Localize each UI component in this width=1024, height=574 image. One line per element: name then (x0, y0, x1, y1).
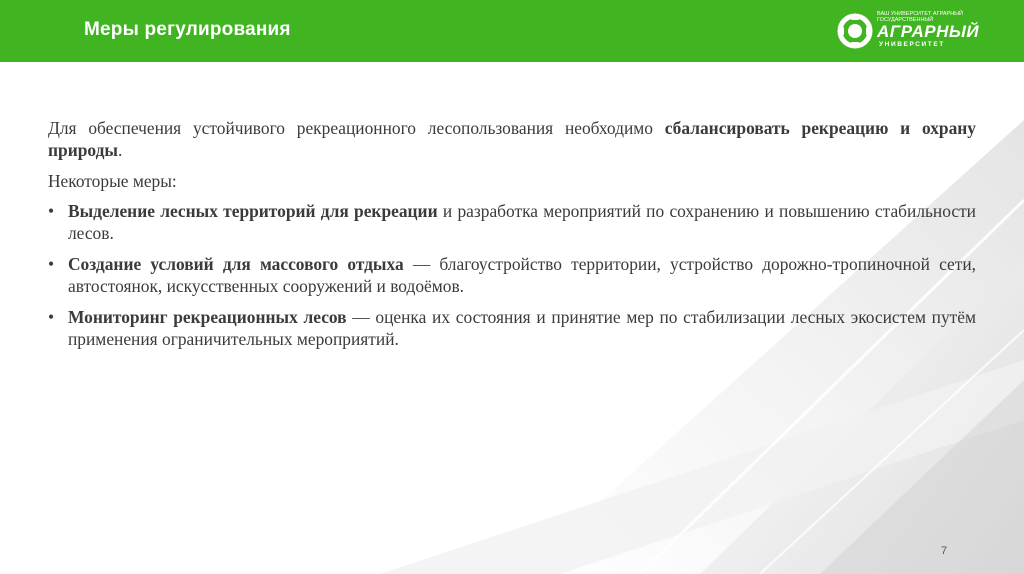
measure-title: Создание условий для массового отдыха (68, 254, 404, 274)
list-item (48, 253, 976, 297)
bullet-icon: • (48, 201, 55, 221)
logo-small-text: ВАШ УНИВЕРСИТЕТ АГРАРНЫЙ ГОСУДАРСТВЕННЫЙ (877, 11, 964, 23)
measure-title: Выделение лесных территорий для рекреации (68, 201, 438, 221)
logo-emblem-icon (835, 11, 875, 51)
measure-text: — благоустройство территории, устройство дорожно-тропиночной сети, автостоянок, искусственных сооружений и водоёмов. (68, 254, 976, 296)
list-item (48, 200, 976, 244)
intro-text: Для обеспечения устойчивого рекреационного лесопользования необходимо (48, 118, 665, 138)
bullet-icon: • (48, 254, 55, 274)
measure-text: — оценка их состояния и принятие мер по стабилизации лесных экосистем путём применения ограничительных мероприятий. (68, 307, 977, 349)
logo-name: АГРАРНЫЙ (877, 22, 980, 41)
list-item (48, 306, 976, 350)
slide-content (48, 117, 976, 359)
measures-heading: Некоторые меры: (48, 171, 177, 191)
university-logo (835, 10, 980, 52)
measure-title: Мониторинг рекреационных лесов (68, 307, 347, 327)
measures-list (48, 200, 976, 350)
intro-bold: сбалансировать рекреацию и охрану природы (48, 118, 976, 160)
measure-text: и разработка мероприятий по сохранению и повышению стабильности лесов. (68, 201, 976, 243)
intro-paragraph (48, 117, 976, 161)
slide-title: Меры регулирования (84, 19, 291, 40)
bullet-icon: • (48, 307, 55, 327)
intro-end: . (117, 140, 123, 160)
header-bar (0, 0, 1024, 62)
page-number: 7 (941, 545, 948, 557)
logo-subtitle: УНИВЕРСИТЕТ (879, 41, 945, 48)
